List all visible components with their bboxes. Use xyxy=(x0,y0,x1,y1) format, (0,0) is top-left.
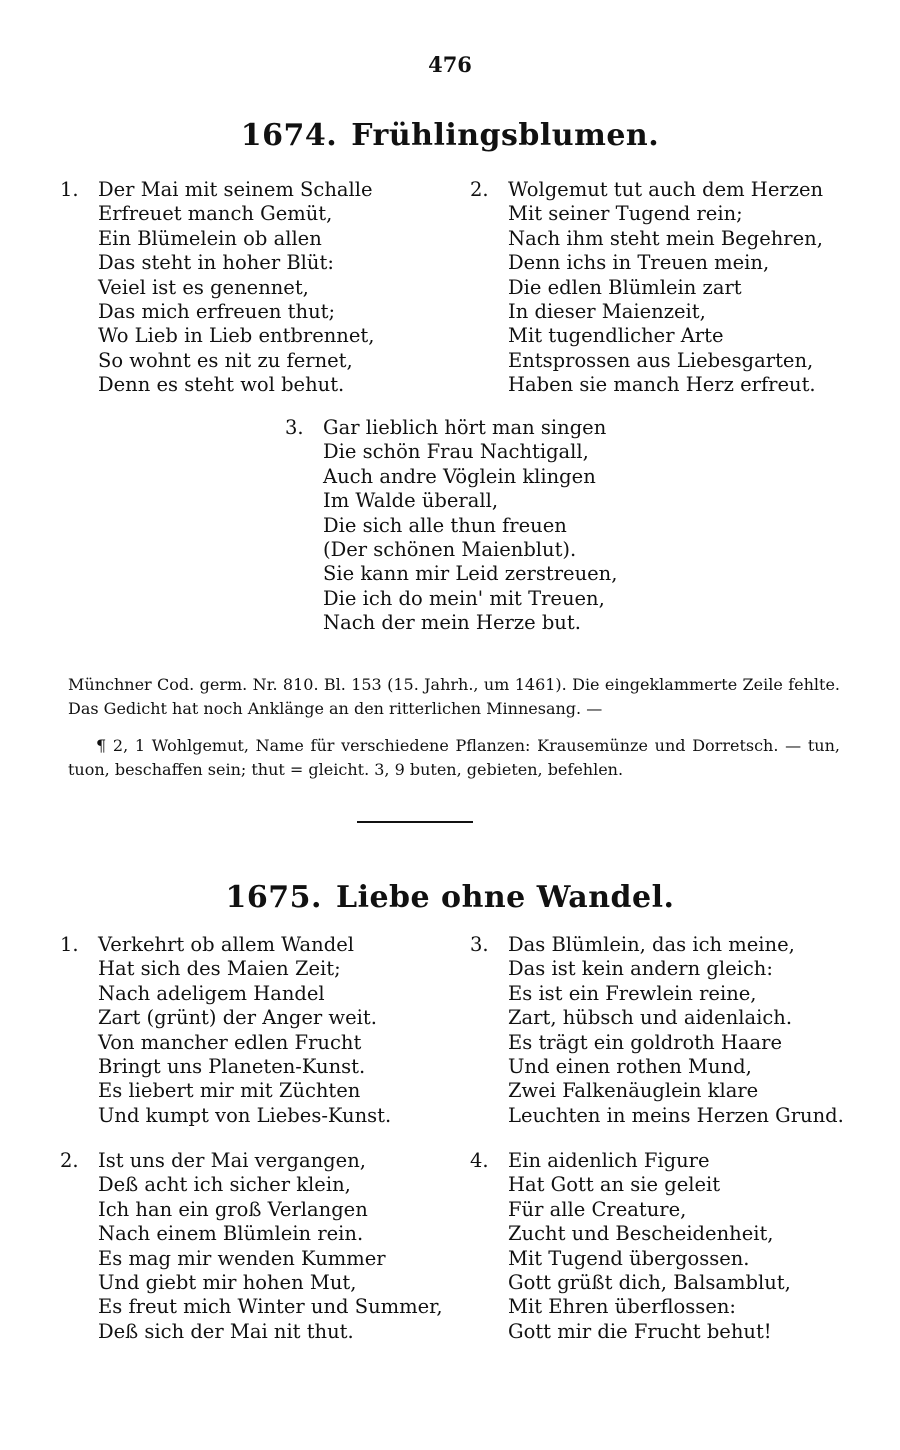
stanza-1674-3 xyxy=(285,416,617,636)
verse-line xyxy=(60,349,374,373)
verse-line xyxy=(60,324,374,348)
section-divider xyxy=(357,821,473,823)
verse-line xyxy=(60,1295,443,1319)
verse-text: Ein aidenlich Figure xyxy=(508,1149,710,1172)
stanza-number: 3. xyxy=(470,933,489,956)
verse-text: Das mich erfreuen thut; xyxy=(98,300,336,324)
verse-text: Für alle Creature, xyxy=(508,1197,687,1221)
verse-line xyxy=(470,276,823,300)
verse-text: Zucht und Bescheidenheit, xyxy=(508,1222,774,1246)
verse-text: Erfreuet manch Gemüt, xyxy=(98,202,333,226)
song-number: 1675. xyxy=(225,880,322,915)
verse-text: Das steht in hoher Blüt: xyxy=(98,251,334,275)
verse-text: Und kumpt von Liebes-Kunst. xyxy=(98,1103,392,1127)
verse-line xyxy=(60,276,374,300)
verse-line xyxy=(470,178,823,202)
verse-line xyxy=(60,300,374,324)
verse-text: Hat sich des Maien Zeit; xyxy=(98,957,341,981)
verse-text: Mit seiner Tugend rein; xyxy=(508,202,743,226)
verse-line xyxy=(60,1173,443,1197)
verse-text: Gott mir die Frucht behut! xyxy=(508,1319,772,1343)
stanza-1674-2 xyxy=(470,178,823,398)
verse-line xyxy=(60,982,391,1006)
verse-text: Nach der mein Herze but. xyxy=(323,611,581,635)
verse-line xyxy=(470,1198,791,1222)
verse-text: Ein Blümelein ob allen xyxy=(98,226,322,250)
verse-text: Der Mai mit seinem Schalle xyxy=(98,178,373,201)
verse-line xyxy=(60,1198,443,1222)
verse-text: In dieser Maienzeit, xyxy=(508,300,706,324)
stanza-1675-2 xyxy=(60,1149,443,1344)
verse-text: Und giebt mir hohen Mut, xyxy=(98,1271,357,1295)
verse-text: Zwei Falkenäuglein klare xyxy=(508,1079,759,1103)
verse-text: Deß acht ich sicher klein, xyxy=(98,1173,351,1197)
stanza-number: 1. xyxy=(60,933,79,956)
verse-line xyxy=(470,1271,791,1295)
verse-text: Es mag mir wenden Kummer xyxy=(98,1246,386,1270)
verse-text: Die edlen Blümlein zart xyxy=(508,275,742,299)
verse-text: Die schön Frau Nachtigall, xyxy=(323,440,589,464)
verse-line xyxy=(60,1271,443,1295)
verse-text: Wo Lieb in Lieb entbrennet, xyxy=(98,324,375,348)
verse-line xyxy=(470,1006,844,1030)
verse-text: So wohnt es nit zu fernet, xyxy=(98,348,353,372)
verse-text: Mit tugendlicher Arte xyxy=(508,324,724,348)
commentary-note: ¶ 2, 1 Wohlgemut, Name für verschiedene Pflanzen: Krausemünze und Dorretsch. — tun, tuon, beschaffen sein; thut = gleicht. 3, 9 buten, gebieten, befehlen. xyxy=(68,736,840,779)
verse-text: Es freut mich Winter und Summer, xyxy=(98,1295,443,1319)
song-title-text: Liebe ohne Wandel. xyxy=(335,880,675,915)
verse-text: Mit Ehren überflossen: xyxy=(508,1295,736,1319)
stanza-number: 3. xyxy=(285,416,304,439)
verse-line xyxy=(470,1222,791,1246)
verse-text: Ich han ein groß Verlangen xyxy=(98,1197,368,1221)
verse-line xyxy=(285,489,617,513)
verse-line xyxy=(285,587,617,611)
verse-text: Nach ihm steht mein Begehren, xyxy=(508,226,823,250)
verse-text: Es trägt ein goldroth Haare xyxy=(508,1030,782,1054)
verse-line xyxy=(285,465,617,489)
verse-line xyxy=(470,1104,844,1128)
verse-line xyxy=(60,1079,391,1103)
verse-text: Die sich alle thun freuen xyxy=(323,513,567,537)
verse-text: Es ist ein Frewlein reine, xyxy=(508,981,757,1005)
verse-text: Zart (grünt) der Anger weit. xyxy=(98,1006,377,1030)
verse-line xyxy=(470,324,823,348)
verse-line xyxy=(470,982,844,1006)
verse-line xyxy=(60,178,374,202)
verse-text: Denn ichs in Treuen mein, xyxy=(508,251,770,275)
verse-text: Denn es steht wol behut. xyxy=(98,373,345,397)
verse-line xyxy=(470,349,823,373)
verse-line xyxy=(470,933,844,957)
verse-text: Zart, hübsch und aidenlaich. xyxy=(508,1006,793,1030)
stanza-number: 1. xyxy=(60,178,79,201)
verse-line xyxy=(470,227,823,251)
verse-line xyxy=(60,1222,443,1246)
page-number: 476 xyxy=(428,52,472,77)
verse-text: Das ist kein andern gleich: xyxy=(508,957,773,981)
verse-line xyxy=(285,514,617,538)
verse-text: Mit Tugend übergossen. xyxy=(508,1246,750,1270)
verse-line xyxy=(60,1320,443,1344)
verse-text: (Der schönen Maienblut). xyxy=(323,538,577,562)
stanza-1674-1 xyxy=(60,178,374,398)
verse-line xyxy=(60,373,374,397)
song-title-text: Frühlingsblumen. xyxy=(351,118,660,153)
verse-line xyxy=(285,538,617,562)
verse-text: Die ich do mein' mit Treuen, xyxy=(323,586,605,610)
verse-text: Gott grüßt dich, Balsamblut, xyxy=(508,1271,791,1295)
verse-text: Nach adeligem Handel xyxy=(98,981,325,1005)
verse-line xyxy=(470,1055,844,1079)
verse-line xyxy=(470,957,844,981)
stanza-number: 4. xyxy=(470,1149,489,1172)
verse-text: Hat Gott an sie geleit xyxy=(508,1173,721,1197)
song-title-1674 xyxy=(0,118,900,153)
stanza-number: 2. xyxy=(470,178,489,201)
verse-text: Verkehrt ob allem Wandel xyxy=(98,933,354,956)
verse-text: Es liebert mir mit Züchten xyxy=(98,1079,361,1103)
stanza-number: 2. xyxy=(60,1149,79,1172)
verse-text: Deß sich der Mai nit thut. xyxy=(98,1319,354,1343)
verse-line xyxy=(470,1149,791,1173)
verse-text: Entsprossen aus Liebesgarten, xyxy=(508,348,814,372)
song-number: 1674. xyxy=(240,118,338,153)
verse-line xyxy=(60,957,391,981)
verse-line xyxy=(60,933,391,957)
verse-line xyxy=(470,300,823,324)
verse-line xyxy=(470,1031,844,1055)
verse-text: Leuchten in meins Herzen Grund. xyxy=(508,1103,844,1127)
verse-line xyxy=(285,562,617,586)
verse-line xyxy=(60,227,374,251)
verse-line xyxy=(470,373,823,397)
verse-line xyxy=(60,202,374,226)
stanza-1675-4 xyxy=(470,1149,791,1344)
song-title-1675 xyxy=(0,880,900,915)
verse-text: Nach einem Blümlein rein. xyxy=(98,1222,364,1246)
verse-line xyxy=(470,1079,844,1103)
verse-line xyxy=(470,1320,791,1344)
verse-text: Ist uns der Mai vergangen, xyxy=(98,1149,366,1172)
verse-line xyxy=(470,1173,791,1197)
verse-line xyxy=(60,251,374,275)
verse-line xyxy=(60,1006,391,1030)
stanza-1675-3 xyxy=(470,933,844,1128)
verse-text: Bringt uns Planeten-Kunst. xyxy=(98,1055,366,1079)
verse-text: Veiel ist es genennet, xyxy=(98,275,309,299)
verse-text: Wolgemut tut auch dem Herzen xyxy=(508,178,824,201)
stanza-1675-1 xyxy=(60,933,391,1128)
verse-text: Im Walde überall, xyxy=(323,489,499,513)
verse-line xyxy=(60,1031,391,1055)
verse-line xyxy=(60,1247,443,1271)
verse-text: Sie kann mir Leid zerstreuen, xyxy=(323,562,618,586)
verse-line xyxy=(470,1295,791,1319)
verse-line xyxy=(470,251,823,275)
verse-line xyxy=(470,1247,791,1271)
verse-line xyxy=(60,1149,443,1173)
verse-line xyxy=(285,416,617,440)
verse-line xyxy=(285,440,617,464)
verse-line xyxy=(60,1104,391,1128)
verse-line xyxy=(470,202,823,226)
verse-text: Auch andre Vöglein klingen xyxy=(323,464,596,488)
source-note: Münchner Cod. germ. Nr. 810. Bl. 153 (15. Jahrh., um 1461). Die eingeklammerte Zeile fehlte. Das Gedicht hat noch Anklänge an den ritterlichen Minnesang. — xyxy=(68,675,840,718)
verse-line xyxy=(60,1055,391,1079)
verse-text: Gar lieblich hört man singen xyxy=(323,416,607,439)
verse-text: Und einen rothen Mund, xyxy=(508,1055,752,1079)
verse-text: Haben sie manch Herz erfreut. xyxy=(508,373,816,397)
verse-line xyxy=(285,611,617,635)
verse-text: Das Blümlein, das ich meine, xyxy=(508,933,795,956)
verse-text: Von mancher edlen Frucht xyxy=(98,1030,362,1054)
